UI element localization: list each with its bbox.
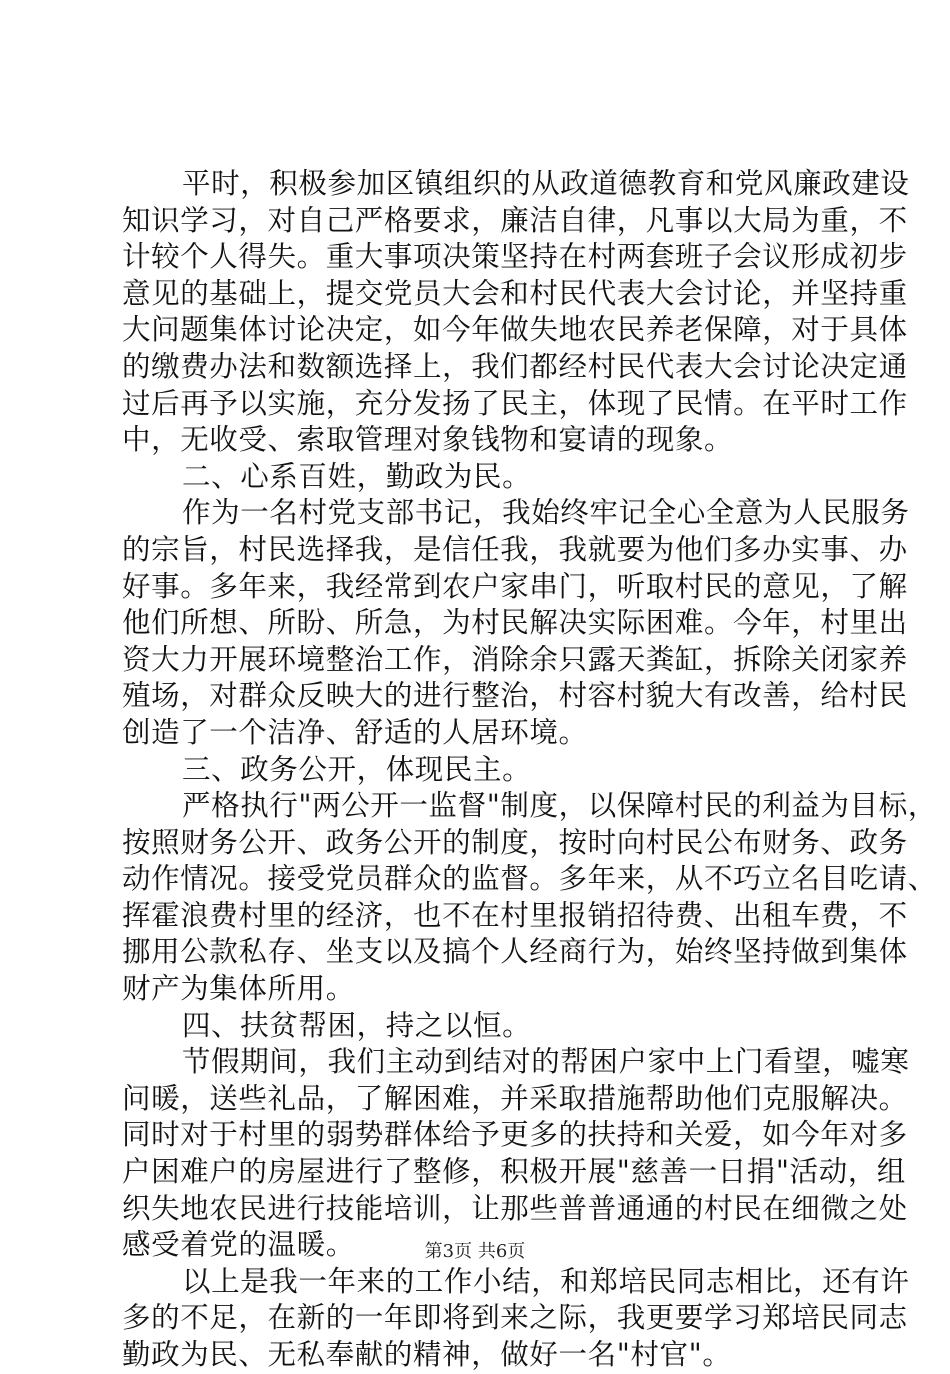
paragraph-line: 的缴费办法和数额选择上，我们都经村民代表大会讨论决定通 [122, 349, 908, 383]
paragraph-line: 好事。多年来，我经常到农户家串门，听取村民的意见，了解 [122, 569, 908, 603]
paragraph-line: 织失地农民进行技能培训，让那些普普通通的村民在细微之处 [122, 1191, 908, 1225]
paragraph-line: 意见的基础上，提交党员大会和村民代表大会讨论，并坚持重 [122, 276, 908, 310]
paragraph-line: 财产为集体所用。 [122, 972, 355, 1006]
paragraph-line: 以上是我一年来的工作小结，和郑培民同志相比，还有许 [182, 1264, 910, 1298]
paragraph-line: 挥霍浪费村里的经济，也不在村里报销招待费、出租车费，不 [122, 898, 908, 932]
paragraph-line: 挪用公款私存、坐支以及搞个人经商行为，始终坚持做到集体 [122, 935, 908, 969]
paragraph-line: 按照财务公开、政务公开的制度，按时向村民公布财务、政务 [122, 825, 908, 859]
page-number-footer: 第3页 共6页 [424, 1241, 526, 1262]
paragraph-line: 户困难户的房屋进行了整修，积极开展"慈善一日捐"活动，组 [122, 1155, 907, 1189]
paragraph-line: 过后再予以实施，充分发扬了民主，体现了民情。在平时工作 [122, 386, 908, 420]
document-body [122, 166, 937, 1374]
paragraph-line: 同时对于村里的弱势群体给予更多的扶持和关爱，如今年对多 [122, 1118, 908, 1152]
paragraph-line: 多的不足，在新的一年即将到来之际，我更要学习郑培民同志 [122, 1301, 908, 1335]
paragraph-line: 节假期间，我们主动到结对的帮困户家中上门看望，嘘寒 [182, 1045, 910, 1079]
section-heading: 四、扶贫帮困，持之以恒。 [182, 1008, 532, 1042]
section-heading: 二、心系百姓，勤政为民。 [182, 459, 532, 493]
paragraph-line: 计较个人得失。重大事项决策坚持在村两套班子会议形成初步 [122, 240, 908, 274]
paragraph-line: 动作情况。接受党员群众的监督。多年来，从不巧立名目吃请、 [122, 862, 937, 896]
paragraph-line: 知识学习，对自己严格要求，廉洁自律，凡事以大局为重，不 [122, 203, 908, 237]
paragraph-line: 感受着党的温暖。 [122, 1228, 355, 1262]
paragraph-line: 中，无收受、索取管理对象钱物和宴请的现象。 [122, 423, 734, 457]
paragraph-line: 的宗旨，村民选择我，是信任我，我就要为他们多办实事、办 [122, 532, 908, 566]
paragraph-line: 大问题集体讨论决定，如今年做失地农民养老保障，对于具体 [122, 313, 908, 347]
paragraph-line: 资大力开展环境整治工作，消除余只露天粪缸，拆除关闭家养 [122, 642, 908, 676]
paragraph-line: 作为一名村党支部书记，我始终牢记全心全意为人民服务 [182, 496, 910, 530]
paragraph-line: 创造了一个洁净、舒适的人居环境。 [122, 715, 588, 749]
paragraph-line: 平时，积极参加区镇组织的从政道德教育和党风廉政建设 [182, 167, 910, 200]
paragraph-line: 殖场，对群众反映大的进行整治，村容村貌大有改善，给村民 [122, 679, 908, 713]
paragraph-line: 他们所想、所盼、所急，为村民解决实际困难。今年，村里出 [122, 606, 908, 640]
paragraph-line: 严格执行"两公开一监督"制度，以保障村民的利益为目标， [182, 789, 937, 823]
paragraph-line: 问暖，送些礼品，了解困难，并采取措施帮助他们克服解决。 [122, 1081, 908, 1115]
section-heading: 三、政务公开，体现民主。 [182, 752, 532, 786]
paragraph-line: 勤政为民、无私奉献的精神，做好一名"村官"。 [122, 1338, 732, 1371]
